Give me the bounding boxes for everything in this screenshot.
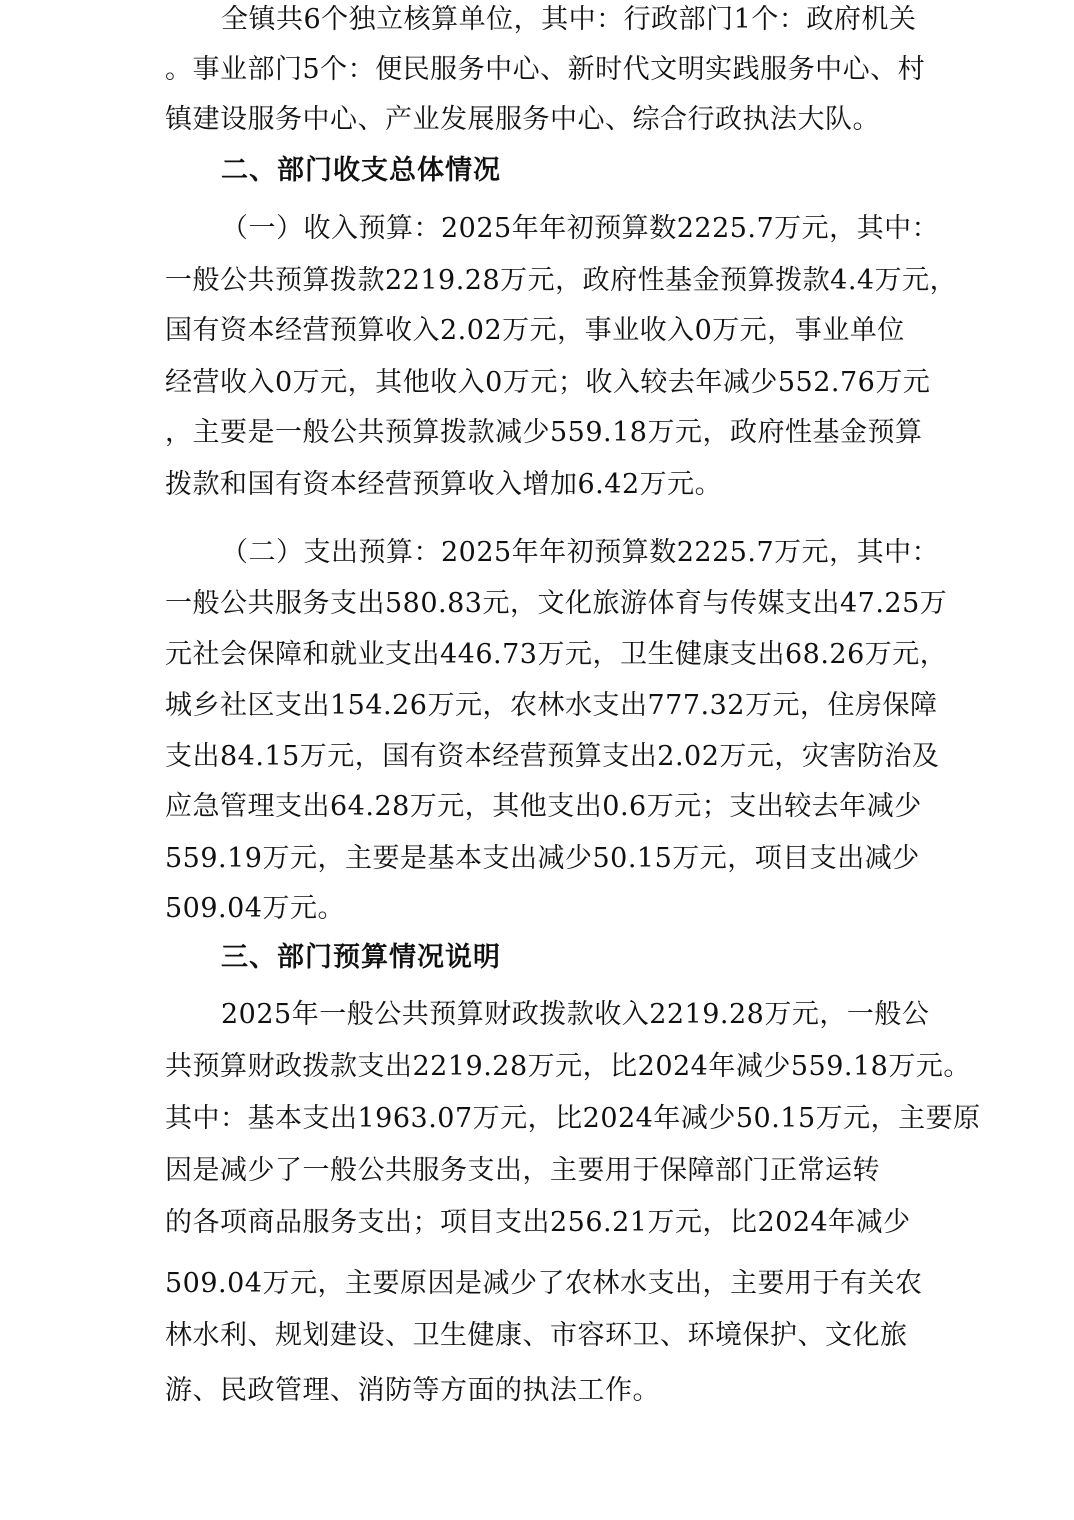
income-budget-line: 拨款和国有资本经营预算收入增加6.42万元。 [165, 469, 723, 500]
expense-budget-line: 一般公共服务支出580.83元，文化旅游体育与传媒支出47.25万 [165, 588, 948, 619]
budget-explanation-line: 共预算财政拨款支出2219.28万元，比2024年减少559.18万元。 [165, 1051, 971, 1082]
income-budget-line: 一般公共预算拨款2219.28万元，政府性基金预算拨款4.4万元， [165, 265, 958, 296]
paragraph-units-line: 全镇共6个独立核算单位，其中：行政部门1个：政府机关 [221, 4, 917, 35]
income-budget-line: ，主要是一般公共预算拨款减少559.18万元，政府性基金预算 [165, 417, 923, 448]
budget-explanation-line: 其中：基本支出1963.07万元，比2024年减少50.15万元，主要原 [165, 1103, 981, 1134]
expense-budget-line: 应急管理支出64.28万元，其他支出0.6万元；支出较去年减少 [165, 791, 922, 822]
budget-explanation-line: 509.04万元，主要原因是减少了农林水支出，主要用于有关农 [165, 1268, 923, 1299]
income-budget-line: 国有资本经营预算收入2.02万元，事业收入0万元，事业单位 [165, 315, 905, 346]
paragraph-units-line: 。事业部门5个：便民服务中心、新时代文明实践服务中心、村 [165, 54, 926, 85]
expense-budget-line: 559.19万元，主要是基本支出减少50.15万元，项目支出减少 [165, 843, 920, 874]
expense-budget-line: 城乡社区支出154.26万元，农林水支出777.32万元，住房保障 [165, 690, 938, 721]
paragraph-units-line: 镇建设服务中心、产业发展服务中心、综合行政执法大队。 [165, 104, 880, 135]
income-budget-line: （一）收入预算：2025年年初预算数2225.7万元，其中： [221, 213, 940, 244]
budget-explanation-line: 2025年一般公共预算财政拨款收入2219.28万元，一般公 [221, 999, 930, 1030]
expense-budget-line: 支出84.15万元，国有资本经营预算支出2.02万元，灾害防治及 [165, 741, 940, 772]
expense-budget-line: 509.04万元。 [165, 893, 345, 924]
budget-explanation-line: 游、民政管理、消防等方面的执法工作。 [165, 1375, 660, 1406]
section-heading-2: 二、部门收支总体情况 [221, 155, 501, 186]
section-heading-3: 三、部门预算情况说明 [221, 942, 501, 973]
budget-explanation-line: 的各项商品服务支出；项目支出256.21万元，比2024年减少 [165, 1207, 911, 1238]
expense-budget-line: 元社会保障和就业支出446.73万元，卫生健康支出68.26万元， [165, 639, 948, 670]
expense-budget-line: （二）支出预算：2025年年初预算数2225.7万元，其中： [221, 537, 940, 568]
income-budget-line: 经营收入0万元，其他收入0万元；收入较去年减少552.76万元 [165, 367, 931, 398]
budget-explanation-line: 因是减少了一般公共服务支出，主要用于保障部门正常运转 [165, 1155, 880, 1186]
budget-explanation-line: 林水利、规划建设、卫生健康、市容环卫、环境保护、文化旅 [165, 1320, 908, 1351]
